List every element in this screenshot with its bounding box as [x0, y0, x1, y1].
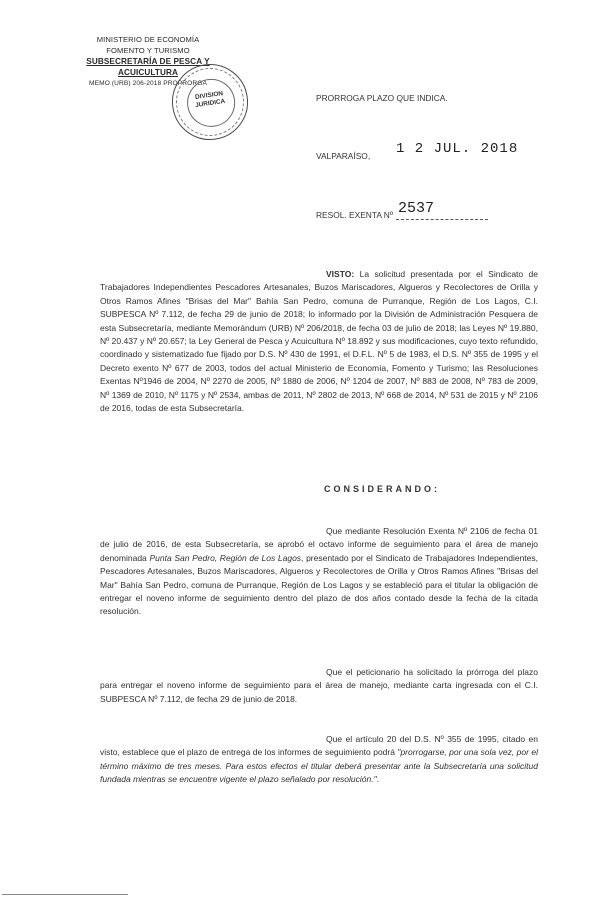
resolution-number: 2537: [398, 200, 435, 217]
considerando-1-part-b: , presentado por el Sindicato de Trabajadores Independientes, Pescadores Artesanales, Buzos Mariscadores, Algueros y Recolectores de Orilla y Otros Ramos Afines "Brisas del Mar" Bahía San Pedro, comuna de Purranque, Región de Los Lagos y se estableció para el titular la obligación de entregar el noveno informe de seguimiento dentro del plazo de dos años contado desde la fecha de la citada resolución.: [100, 552, 538, 617]
visto-label: VISTO:: [326, 269, 355, 279]
stamp-line-2: JURIDICA: [194, 97, 226, 110]
visto-paragraph: [100, 268, 538, 415]
considerando-2-paragraph: [100, 666, 538, 706]
considerando-3-part-b: .: [376, 774, 379, 785]
resolution-number-underline: [396, 219, 488, 220]
considerando-2-text: Que el peticionario ha solicitado la prórroga del plazo para entregar el noveno informe de seguimiento para el área de manejo, mediante carta ingresada con el C.I. SUBPESCA Nº 7.112, de fecha 29 de junio de 2018.: [100, 667, 538, 704]
considerando-3-quote: "prorrogarse, por una sola vez, por el término máximo de tres meses. Para estos efectos el titular deberá presentar ante la Subsecretaría una solicitud fundada mientras se encuentre vigente el plazo señalado por resolución.": [100, 747, 538, 785]
considerando-1-area-name: Punta San Pedro, Región de Los Lagos: [149, 552, 302, 563]
footer-rule: [2, 894, 128, 895]
memo-reference: MEMO (URB) 206-2018 PROPRORGA: [89, 80, 207, 87]
considerando-3-part-a: Que el artículo 20 del D.S. Nº 355 de 1995, citado en visto, establece que el plazo de entrega de los informes de seguimiento podrá: [100, 734, 538, 758]
subsecretaria-line: SUBSECRETARÍA DE PESCA Y ACUICULTURA: [86, 57, 210, 77]
resolution-date: 1 2 JUL. 2018: [396, 141, 519, 157]
place-label: VALPARAÍSO,: [316, 151, 371, 161]
considerando-heading: CONSIDERANDO:: [324, 484, 441, 494]
stamp-line-1: DIVISION: [194, 90, 224, 101]
considerando-1-paragraph: [100, 525, 538, 619]
subject-line: PRORROGA PLAZO QUE INDICA.: [316, 93, 448, 103]
ministry-line: MINISTERIO DE ECONOMÍA: [96, 35, 200, 44]
considerando-3-paragraph: [100, 733, 538, 787]
considerando-1-part-a: Que mediante Resolución Exenta Nº 2106 de fecha 01 de julio de 2016, de esta Subsecretaría, se aprobó el octavo informe de seguimiento para el área de manejo denominada: [100, 526, 538, 563]
ministry-subline: FOMENTO Y TURISMO: [106, 46, 190, 55]
resolution-label: RESOL. EXENTA Nº: [316, 210, 393, 220]
visto-text: La solicitud presentada por el Sindicato de Trabajadores Independientes Pescadores Artesanales, Buzos Mariscadores, Algueros y Recolectores de Orilla y Otros Ramos Afines "Brisas del Mar" Bahía San Pedro, comuna de Purranque, Región de Los Lagos, C.I. SUBPESCA Nº 7.112, de fecha 29 de junio de 2018; lo informado por la División de Administración Pesquera de esta Subsecretaría, mediante Memorándum (URB) Nº 206/2018, de fecha 03 de julio de 2018; las Leyes Nº 19.880, Nº 20.437 y Nº 20.657; la Ley General de Pesca y Acuicultura Nº 18.892 y sus modificaciones, cuyo texto refundido, coordinado y sistematizado fue fijado por D.S. Nº 430 de 1991, el D.F.L. Nº 5 de 1983, el D.S. Nº 355 de 1995 y el Decreto exento Nº 677 de 2003, todos del actual Ministerio de Economía, Fomento y Turismo; las Resoluciones Exentas Nº1946 de 2004, Nº 2270 de 2005, Nº 1880 de 2006, Nº 1204 de 2007, Nº 883 de 2008, Nº 783 de 2009, Nº 1369 de 2010, Nº 1175 y Nº 2534, ambas de 2011, Nº 2802 de 2013, Nº 668 de 2014, Nº 531 de 2015 y Nº 2106 de 2016, todas de esta Subsecretaría.: [100, 269, 538, 414]
